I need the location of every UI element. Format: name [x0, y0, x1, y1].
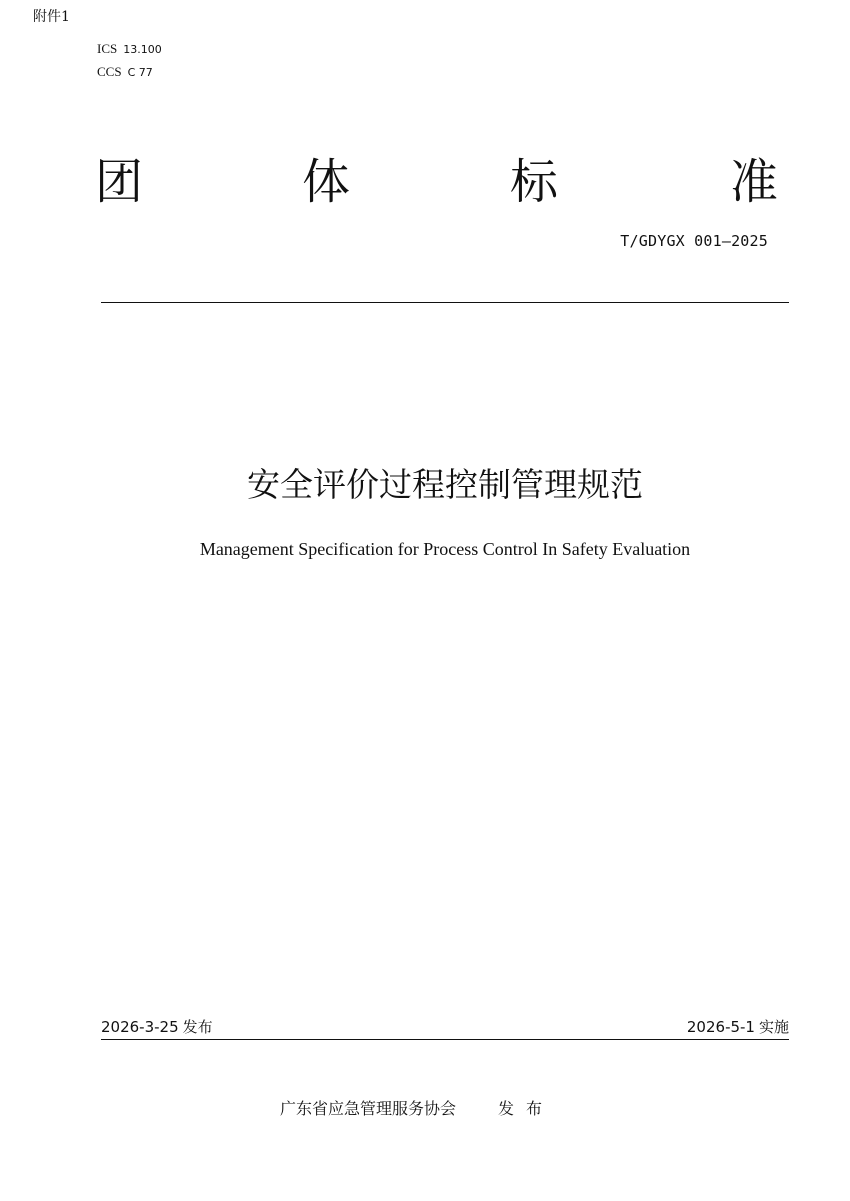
ics-classification: [97, 42, 162, 57]
issue-label: 发布: [182, 1018, 213, 1036]
publisher-name: 广东省应急管理服务协会: [280, 1099, 457, 1118]
standard-type-char: 标: [510, 154, 559, 210]
issue-date: [101, 1018, 213, 1036]
ccs-code: C 77: [127, 66, 153, 79]
ccs-classification: [97, 65, 153, 80]
document-title-en: Management Specification for Process Control In Safety Evaluation: [199, 539, 691, 559]
publisher-line: [280, 1099, 554, 1119]
attachment-label: 附件1: [33, 9, 70, 25]
implementation-date-value: 2026-5-1: [686, 1018, 755, 1036]
implementation-date: [687, 1018, 789, 1036]
ics-code: 13.100: [123, 43, 162, 56]
standard-type-char: 团: [95, 154, 144, 210]
standard-type-char: 体: [302, 154, 351, 210]
footer-divider: [101, 1039, 789, 1040]
ics-label: ICS: [97, 41, 118, 56]
standard-type-char: 准: [730, 154, 779, 210]
implementation-label: 实施: [758, 1018, 789, 1036]
standard-number: T/GDYGX 001—2025: [620, 232, 768, 250]
issue-date-value: 2026-3-25: [101, 1018, 179, 1036]
publisher-action: 发布: [498, 1099, 555, 1118]
ccs-label: CCS: [97, 64, 122, 79]
header-divider: [101, 302, 789, 303]
document-title-zh: 安全评价过程控制管理规范: [247, 465, 643, 504]
